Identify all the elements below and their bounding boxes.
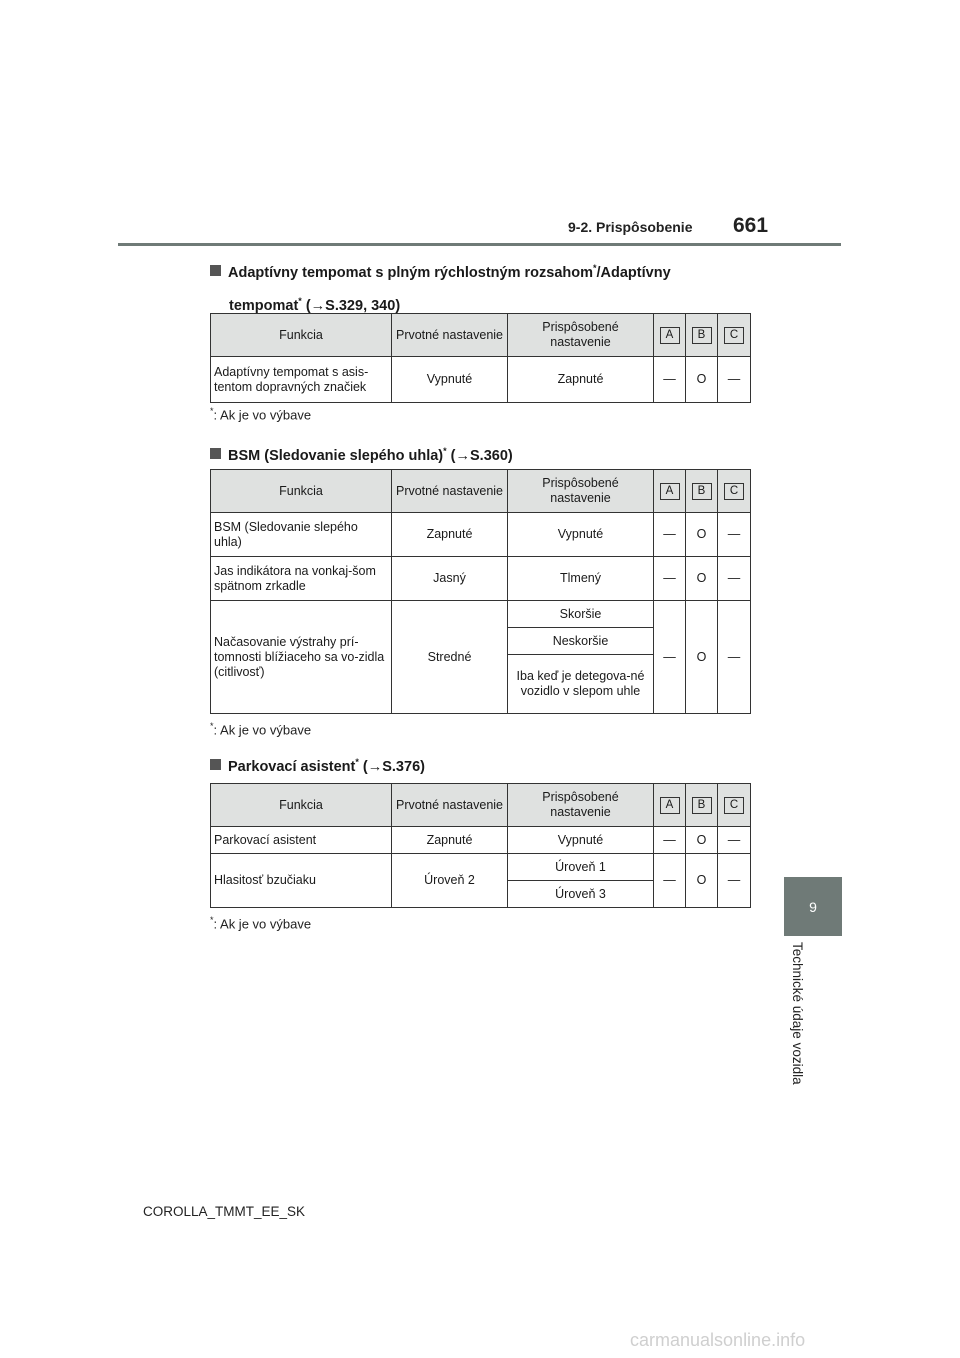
table-row: Hlasitosť bzučiaku Úroveň 2 Úroveň 1 — O — bbox=[211, 854, 751, 881]
header-function: Funkcia bbox=[211, 314, 392, 357]
square-bullet-icon bbox=[210, 265, 221, 276]
watermark: carmanualsonline.info bbox=[630, 1330, 806, 1350]
section-title-bsm: BSM (Sledovanie slepého uhla)* (→S.360) bbox=[210, 437, 513, 470]
header-a: A bbox=[660, 797, 680, 814]
header-default: Prvotné nastavenie bbox=[392, 784, 508, 827]
table-row: Jas indikátora na vonkaj-šom spätnom zrkadle Jasný Tlmený — O — bbox=[211, 557, 751, 601]
settings-table-acc bbox=[210, 313, 751, 403]
header-c: C bbox=[724, 483, 744, 500]
table-row: Parkovací asistent Zapnuté Vypnuté — O — bbox=[211, 827, 751, 854]
table-header-row bbox=[211, 784, 751, 827]
running-header-section: 9-2. Prispôsobenie bbox=[568, 219, 693, 235]
header-b: B bbox=[692, 483, 712, 500]
section-title-parking: Parkovací asistent* (→S.376) bbox=[210, 748, 425, 781]
header-b: B bbox=[692, 797, 712, 814]
chapter-tab bbox=[784, 877, 842, 936]
square-bullet-icon bbox=[210, 759, 221, 770]
table-row: Iba keď je detegova-né vozidlo v slepom uhle bbox=[211, 655, 751, 714]
table-row: Načasovanie výstrahy prí-tomnosti blížiaceho sa vo-zidla (citlivosť) Stredné Skoršie — O — bbox=[211, 601, 751, 628]
header-default: Prvotné nastavenie bbox=[392, 470, 508, 513]
header-divider bbox=[118, 243, 841, 246]
footnote: *: Ak je vo výbave bbox=[210, 406, 312, 423]
settings-table-bsm bbox=[210, 469, 751, 714]
header-custom: Prispôsobené nastavenie bbox=[508, 314, 654, 357]
table-header-row bbox=[211, 314, 751, 357]
header-default: Prvotné nastavenie bbox=[392, 314, 508, 357]
page-number: 661 bbox=[733, 214, 769, 237]
chapter-number: 9 bbox=[809, 898, 817, 915]
table-row: Úroveň 3 bbox=[211, 881, 751, 908]
header-custom: Prispôsobené nastavenie bbox=[508, 784, 654, 827]
header-b: B bbox=[692, 327, 712, 344]
table-row: Neskoršie bbox=[211, 628, 751, 655]
footnote: *: Ak je vo výbave bbox=[210, 721, 312, 738]
table-row: BSM (Sledovanie slepého uhla) Zapnuté Vypnuté — O — bbox=[211, 513, 751, 557]
header-function: Funkcia bbox=[211, 470, 392, 513]
header-c: C bbox=[724, 327, 744, 344]
settings-table-parking bbox=[210, 783, 751, 908]
header-function: Funkcia bbox=[211, 784, 392, 827]
square-bullet-icon bbox=[210, 448, 221, 459]
footnote: *: Ak je vo výbave bbox=[210, 915, 312, 932]
table-header-row bbox=[211, 470, 751, 513]
header-a: A bbox=[660, 483, 680, 500]
chapter-label: Technické údaje vozidla bbox=[790, 942, 805, 1085]
document-code: COROLLA_TMMT_EE_SK bbox=[143, 1204, 306, 1219]
section-title-acc: Adaptívny tempomat s plným rýchlostným rozsahom*/Adaptívny tempomat* (→S.329, 340) bbox=[210, 254, 671, 320]
table-row: Adaptívny tempomat s asis-tentom dopravných značiek Vypnuté Zapnuté — O — bbox=[211, 357, 751, 403]
header-a: A bbox=[660, 327, 680, 344]
header-custom: Prispôsobené nastavenie bbox=[508, 470, 654, 513]
header-c: C bbox=[724, 797, 744, 814]
